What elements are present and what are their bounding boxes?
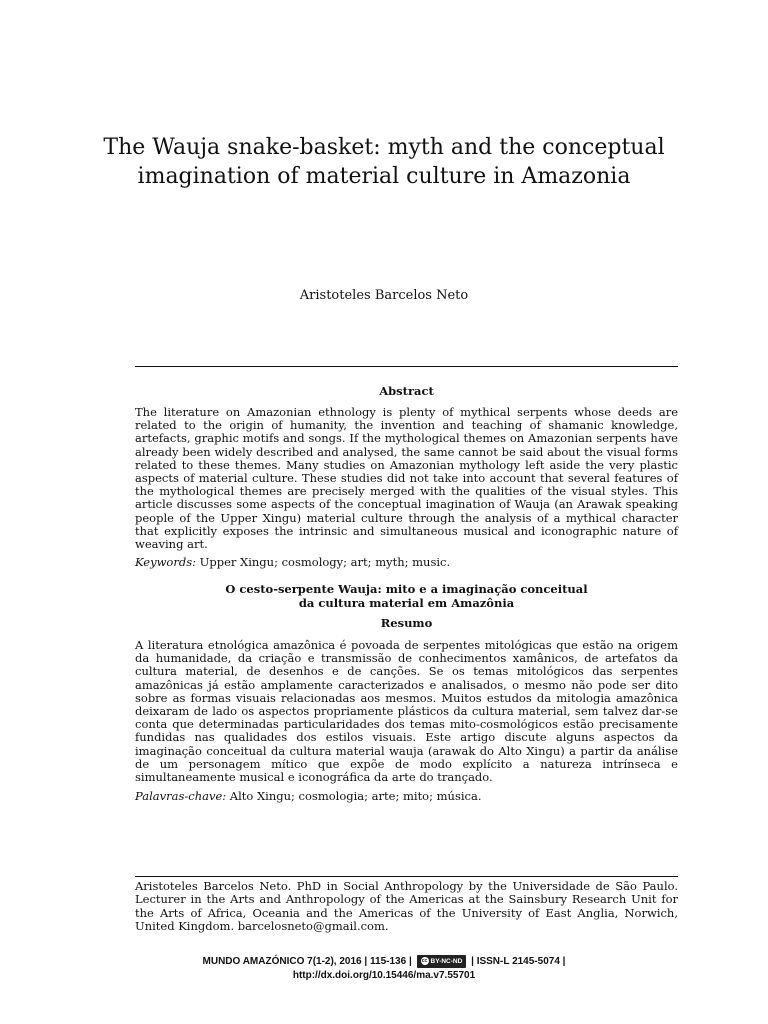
footnote-divider: [135, 876, 678, 877]
footer-separator: |: [562, 956, 566, 968]
footer-line-1: [0, 955, 768, 969]
author-bio: Aristoteles Barcelos Neto. PhD in Social Anthropology by the Universidade de São Paulo. Lecturer in the Arts and Anthropology of the Americas at the Sainsbury Research Unit for the Arts of Africa, Oceania and the Americas of the University of East Anglia, Norwich, United Kingdom. barcelosneto@gmail.com.: [135, 879, 678, 934]
cc-icon: cc: [421, 958, 428, 965]
article-title: [100, 133, 668, 191]
portuguese-title: [135, 582, 678, 610]
palavras-chave-values: Alto Xingu; cosmologia; arte; mito; música.: [229, 789, 482, 803]
abstract-heading: Abstract: [379, 384, 434, 398]
page-range: 115-136: [370, 956, 407, 968]
top-divider: [135, 366, 678, 367]
footer-separator: |: [471, 956, 474, 968]
issn: ISSN-L 2145-5074: [476, 956, 560, 968]
cc-license-label: BY-NC-ND: [430, 958, 463, 965]
journal-citation: MUNDO AMAZÓNICO 7(1-2), 2016: [202, 956, 362, 968]
keywords-label: Keywords:: [135, 555, 196, 569]
keywords-en: [135, 555, 678, 569]
doi-link[interactable]: http://dx.doi.org/10.15446/ma.v7.55701: [292, 970, 476, 982]
title-line-1: The Wauja snake-basket: myth and the conceptual: [103, 135, 665, 160]
title-line-2: imagination of material culture in Amazonia: [137, 164, 631, 189]
footer-separator: |: [364, 956, 368, 968]
pt-title-line-2: da cultura material em Amazônia: [298, 596, 515, 610]
author-name: Aristoteles Barcelos Neto: [299, 288, 469, 303]
keywords-pt: [135, 789, 678, 803]
abstract-text: The literature on Amazonian ethnology is plenty of mythical serpents whose deeds are related to the origin of humanity, the invention and teaching of shamanic knowledge, artefacts, graphic motifs and songs. If the mythological themes on Amazonian serpents have already been widely described and analysed, the same cannot be said about the visual forms related to these themes. Many studies on Amazonian mythology left aside the very plastic aspects of material culture. These studies did not take into account that several features of the mythological themes are precisely merged with the qualities of the visual styles. This article discusses some aspects of the conceptual imagination of Wauja (an Arawak speaking people of the Upper Xingu) material culture through the analysis of a mythical character that explicitly exposes the intrinsic and simultaneous musical and iconographic nature of weaving art.: [135, 405, 678, 552]
resumo-heading: Resumo: [380, 616, 433, 630]
journal-footer: [0, 955, 768, 983]
cc-license-badge[interactable]: [417, 955, 467, 968]
palavras-chave-label: Palavras-chave:: [135, 789, 227, 803]
footer-separator: |: [408, 956, 412, 968]
footer-line-2: [0, 969, 768, 983]
pt-title-line-1: O cesto-serpente Wauja: mito e a imaginação conceitual: [225, 582, 588, 596]
keywords-values: Upper Xingu; cosmology; art; myth; music.: [199, 555, 451, 569]
resumo-text: A literatura etnológica amazônica é povoada de serpentes mitológicas que estão na origem da humanidade, da criação e transmissão de conhecimentos xamânicos, de artefatos da cultura material, de desenhos e de canções. Se os temas mitológicos das serpentes amazônicas já estão amplamente caracterizados e analisados, o mesmo não pode ser dito sobre as formas visuais relacionadas aos mesmos. Muitos estudos da mitologia amazônica deixaram de lado os aspectos propriamente plásticos da cultura material, sem talvez dar-se conta que determinadas particularidades dos temas mito-cosmológicos estão precisamente fundidas nas qualidades dos estilos visuais. Este artigo discute alguns aspectos da imaginação conceitual da cultura material wauja (arawak do Alto Xingu) a partir da análise de um personagem mítico que expõe de modo explícito a natureza intrínseca e simultaneamente musical e iconográfica da arte do trançado.: [135, 638, 678, 785]
